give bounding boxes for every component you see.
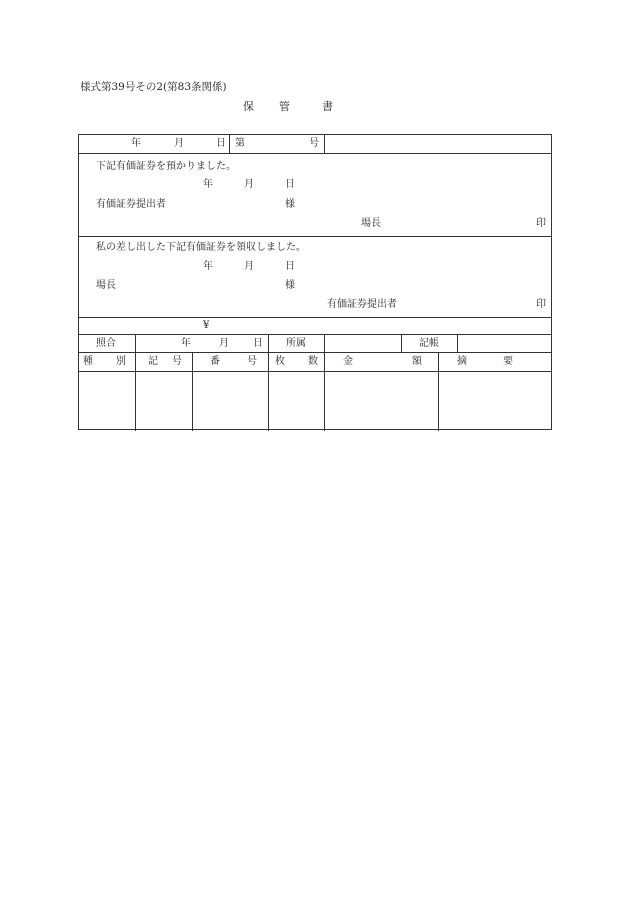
form-caption: 様式第39号その2(第83条関係)	[80, 81, 227, 93]
col-shubetsu-2: 別	[116, 356, 126, 367]
row1-gou: 号	[309, 138, 319, 149]
col-tekiyou-1: 摘	[457, 356, 467, 367]
divider	[457, 334, 458, 352]
sec2-year: 年	[203, 261, 213, 272]
check-shougou: 照合	[96, 338, 116, 349]
row1-year: 年	[131, 138, 141, 149]
row1-dai: 第	[235, 138, 245, 149]
sec2-submitter: 有価証券提出者	[327, 299, 397, 310]
col-maisuu-2: 数	[308, 356, 318, 367]
sec1-sama: 様	[285, 199, 295, 210]
title-char-1: 保	[243, 100, 254, 113]
col-tekiyou-2: 要	[503, 356, 513, 367]
sec1-month: 月	[244, 179, 254, 190]
divider	[135, 334, 136, 352]
divider	[79, 352, 551, 353]
title-char-3: 書	[322, 100, 333, 113]
sec1-jochou: 場長	[361, 218, 381, 229]
sec1-seal: 印	[536, 218, 546, 229]
divider	[401, 334, 402, 352]
col-shubetsu-1: 種	[83, 356, 93, 367]
sec1-statement: 下記有価証券を預かりました。	[96, 161, 236, 172]
col-kingaku-1: 金	[343, 356, 353, 367]
sec2-sama: 様	[285, 280, 295, 291]
sec2-day: 日	[285, 261, 295, 272]
check-shozoku: 所属	[286, 338, 306, 349]
cell-kingaku[interactable]	[325, 372, 438, 430]
check-year: 年	[181, 338, 191, 349]
col-maisuu-1: 枚	[275, 356, 285, 367]
divider	[324, 334, 325, 352]
sec1-submitter: 有価証券提出者	[96, 199, 166, 210]
sec2-month: 月	[244, 261, 254, 272]
cell-bangou[interactable]	[193, 372, 268, 430]
row1-month: 月	[174, 138, 184, 149]
divider	[79, 153, 551, 154]
cell-tekiyou[interactable]	[439, 372, 551, 430]
sec2-seal: 印	[536, 299, 546, 310]
sec2-jochou: 場長	[96, 280, 116, 291]
cell-shubetsu[interactable]	[79, 372, 135, 430]
sec2-statement: 私の差し出した下記有価証券を領収しました。	[96, 242, 306, 253]
row1-day: 日	[216, 138, 226, 149]
col-kigou-1: 記	[148, 356, 158, 367]
divider	[79, 317, 551, 318]
title-char-2: 管	[279, 100, 290, 113]
yen-symbol: ¥	[203, 320, 210, 331]
divider	[79, 236, 551, 237]
sec1-day: 日	[285, 179, 295, 190]
check-day: 日	[253, 338, 263, 349]
sec1-year: 年	[203, 179, 213, 190]
divider	[229, 135, 230, 153]
cell-kigou[interactable]	[136, 372, 192, 430]
divider	[79, 334, 551, 335]
col-bangou-2: 号	[247, 356, 257, 367]
cell-maisuu[interactable]	[269, 372, 324, 430]
col-bangou-1: 番	[210, 356, 220, 367]
col-kingaku-2: 額	[412, 356, 422, 367]
col-kigou-2: 号	[172, 356, 182, 367]
check-month: 月	[219, 338, 229, 349]
check-kichou: 記帳	[419, 338, 439, 349]
divider	[324, 135, 325, 153]
divider	[268, 334, 269, 352]
custody-form	[78, 134, 552, 430]
